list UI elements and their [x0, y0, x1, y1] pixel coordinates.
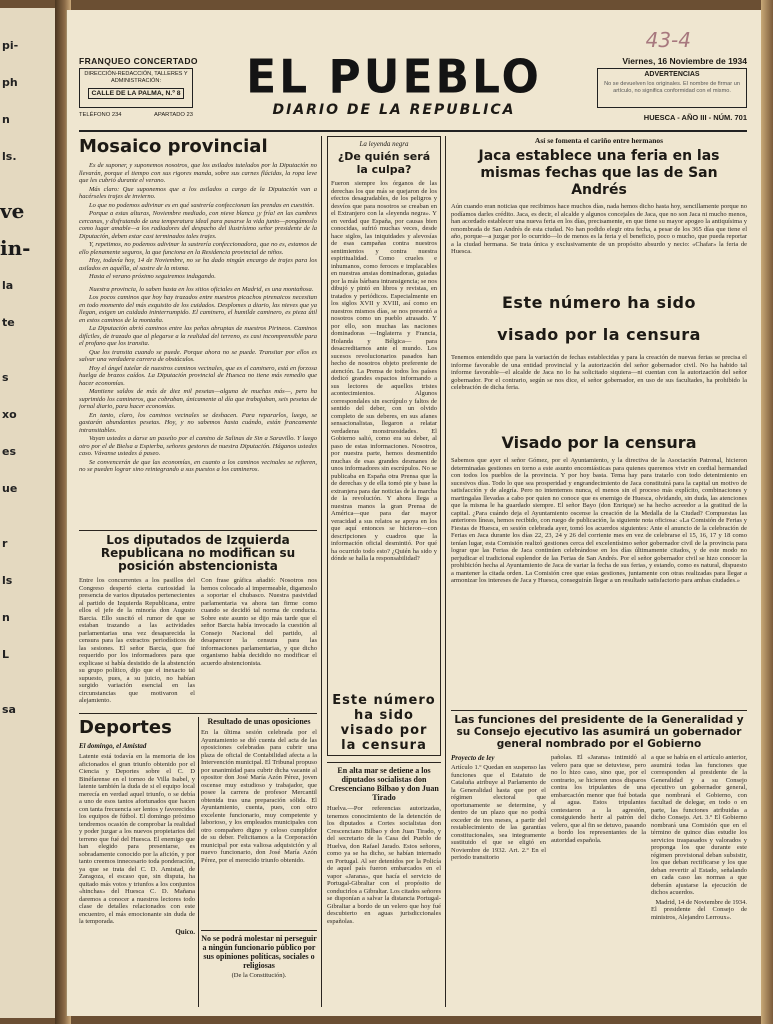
newspaper-title: EL PUEBLO	[246, 50, 542, 105]
generalidad-headline: Las funciones del presidente de la Generalidad y su Consejo ejecutivo las asumirá un gobernador general nombrado por el Gobierno	[454, 714, 744, 750]
censura2-headline: Visado por la censura	[501, 433, 697, 452]
jaca-kicker: Así se fomenta el cariño entre hermanos	[534, 136, 664, 145]
book-fore-edge	[761, 0, 773, 1024]
advertencias-text: No se devuelven los originales. El nombre de firmar un artículo, no significa conformidad con el mismo.	[604, 81, 740, 94]
col-rule-a	[198, 717, 199, 1007]
issue-number: HUESCA - AÑO III - NÚM. 701	[643, 113, 747, 122]
resultado-source: (De la Constitución).	[231, 972, 287, 979]
generalidad-col1: Artículo 1.º Quedan en suspenso las funciones que el Estatuto de Cataluña atribuye al Parlamento de la Generalidad hasta que por el régimen electoral que oportunamente se determine, y dentro de un plazo que no podrá exceder de tres meses, a partir del restablecimiento de las garantías constitucionales, sea integramente sustituido el que se eligió en Noviembre de 1932. Art. 2.º En el periodo transitorio	[451, 764, 546, 861]
generalidad-col3: a que se había en el artículo anterior, asumirá todas las funciones que corresponden al presidente de la Generalidad y a su Consejo ejecutivo un gobernador general, que nombrará el Gobierno, con facultad de delegar, en todo o en parte, las funciones atribuidas a dicho Consejo. Art. 3.º El Gobierno nombrará una Comisión que en el término de quince días estudie los servicios traspasados y valorados y proponga los que durante este régimen provisional deban subsistir, los que deban rectificarse y los que deban revertir al Estado, señalando en cada caso las normas a que deberán ajustarse la ejecución de dichos acuerdos.	[651, 754, 747, 896]
deportes-subhead: El domingo, el Amistad	[79, 742, 147, 750]
deportes-body: Latente está todavía en la memoria de los aficionados el gran triunfo obtenido por el Ciencia y Deportes sobre el C. D Binéfarense en el torneo de Villa Isabel, y latente también la duda de si el equipo local merecía en verdad aquel triunfo, o se debía a uno de esos tantos afortunados que hacen con tanta frecuencia ser lentos y favorecidos los equipos de fútbol. El domingo próximo tendremos ocasión de comprobar la realidad y poder juzgar a los nuevos propietarios del terreno que fué del Huesca. El enemigo que han elegido para presentarse, es sobradamente conocido por la afición, y por tanto creemos innecesario toda ponderación, ya que se trata del C. D. Amistad, de Zaragoza, el escaso que, sin disputa, ha quitado más votos y triunfos a los conjuntos «hinchas» del Huesca C. D. Mañana daremos a conocer a nuestros lectores todo clase de detalles relacionados con este encuentro, el más emocionante sin duda de la temporada.	[79, 753, 195, 925]
mosaico-paragraph: Hasta el verano próximo seguiremos indagando.	[89, 273, 216, 280]
censura-notice-1	[451, 292, 747, 428]
diputados-headline: Los diputados de Izquierda Republicana no modifican su posición abstencionista	[100, 534, 296, 573]
previous-page-fragment: la	[2, 279, 14, 292]
previous-page-fragment: sa	[2, 703, 16, 716]
rule-3	[327, 762, 441, 763]
socialistas-article	[327, 766, 441, 1007]
previous-page-fragment: te	[2, 316, 15, 329]
generalidad-kicker: Proyecto de ley	[451, 754, 495, 762]
diputados-col1: Entre los concurrentes a los pasillos del Congreso despertó cierta curiosidad la presencia de varios diputados pertenecientes al partido de Izquierda Republicana, entre ellos el jefe de la minoría don Augusto Barcia. Ello suscitó el rumor de que se estaban trazando a las actividades parlamentarias una vez desaparecida la censura para las extractos periodísticos de las sesiones. El señor Barcia, que fué requerido por los informadores para que explicase si había desistido de la abstención su grupo político, dijo que el inexacto tal supuesto, pues, a su juicio, no habían surgido variación esencial en las circunstancias que motivaron el alejamiento.	[79, 577, 195, 704]
previous-page-fragment: in-	[0, 236, 31, 260]
mosaico-headline: Mosaico provincial	[79, 136, 268, 157]
mosaico-paragraph: Hoy el ángel tutelar de nuestros caminos vecinales, que es el caminero, está en forzosa huelga de brazos caídos. La Diputación provincial de Huesca no tiene más remedio que hacer economías.	[79, 364, 317, 387]
mosaico-paragraph: Hoy, todavía hoy, 14 de Noviembre, no se ha dado ningún encargo de trajes para los asilados en aquélla, al sastre de la misma.	[79, 257, 317, 272]
previous-page-fragment: ph	[2, 76, 18, 89]
mosaico-paragraph: Mantiene saldos de más de diez mil pesetas—alguna de muchas más—, pero ha suprimido los camineros, que cobraban, únicamente al día que trabajaban, seis pesetas de jornal diario, para hacer economías.	[79, 388, 317, 410]
resultado-boxed-quote: No se podrá molestar ni perseguir a ningún funcionario público por sus opiniones políticas, sociales o religiosas	[201, 930, 317, 970]
apartado: APARTADO 23	[154, 112, 193, 118]
generalidad-col2: pañolas. El «Jarana» intimidó al velero para que se detuviese, pero no lo hizo caso, sino que, por el contrario, se hicieron unos disparos contra los tripulantes de una embarcación menor que fué botada al agua. Estos tripulantes contestaron a la agresión, consiguiendo herir al patrón del velero, que al fin se detuvo, pasando a bordo los representantes de la autoridad española.	[551, 754, 646, 844]
leyenda-kicker: La leyenda negra	[359, 140, 409, 148]
socialistas-body: Huelva.—Por referencias autorizadas, tenemos conocimiento de la detención de los diputados a Cortes socialistas don Crescenciano Bilbao y don Juan Tirado, y del secretario de la Casa del Pueblo de Huelva, don Rafael Jarado. Estos señores, como ya se ha dicho, se habían internado en Portugal. Al ser detenidos por la Policía de aquel país fueron embarcados en el vapor «Jarana», que hacía el servicio de Portugal-Gibraltar con el propósito de conducirlos a Gibraltar. Los citados señores se disponían a salvar la distancia Portugal-Gibraltar a bordo de un velero que hoy fué descubierto en aguas jurisdiccionales españolas.	[327, 805, 441, 925]
censura1-body: Tenemos entendido que para la variación de fechas establecidas y para la creación de nuevas ferias se precisa el informe favorable de una entidad provincial y la autorización del señor gobernador civil. No ha habido tal informe favorable—el alcalde de Jaca no lo ha solicitado siquiera—ni cuentan con la autorización del señor gobernador. Por el contrario, según se nos dice, el señor gobernador, en uso de sus facultades, ha prohibido la celebración de dicha feria.	[451, 354, 747, 391]
resultado-headline: Resultado de unas oposiciones	[207, 717, 311, 726]
previous-page-fragment: es	[2, 445, 17, 458]
masthead-rule	[79, 130, 747, 132]
mosaico-paragraph: Vayan ustedes a darse un paseíto por el camino de Salinas de Sin a Saravillo. Y luego otro por el de Bielsa a Espierba, señores gestores de nuestra Diputación. Háganos ustedes caso. Vávanse ustedes á paseo.	[79, 435, 317, 457]
mosaico-paragraph: Lo que no podemos adivinar es en qué sastrería confeccionan las prendas en cuestión.	[89, 201, 315, 209]
handwritten-note: 43-4	[645, 28, 691, 52]
censura2-body: Sabemos que ayer el señor Gómez, por el Ayuntamiento, y la directiva de la Asociación Patronal, hicieron determinadas gestiones en torno a este asunto encomiásticas para quienes queremos vivir en cordial hermandad con todos los pueblos de la provincia. Y por hoy basta. Tema hay para tratarlo con todo detenimiento en sucesivos días. Todo lo que sea prosperidad y engrandecimiento de Jaca constituirá para la capital un motivo de satisfacción y de alegría. Pero no intentemos nunca, el menos sin el proceso más explícito, combinaciones y martingalas llevadas a cabo por quien no conoce que es enemigo de Huesca, olvidando, sin duda, las atenciones que la misma le ha guardado siempre. El señor Bayo (don Enrique) se ha hecho acreedor a la gratitud de la capital. ¿Para cuándo deja el Ayuntamiento oscense la creación de la Medalla de la Ciudad? Compuestas las anteriores líneas, hemos recibido, con ruego de publicación, la siguiente nota oficiosa: «La Comisión de Ferias y Fiestas de Huesca, en sesión celebrada ayer, tomó los acuerdos siguientes: Ante el anuncio de la celebración de Ferias en Jaca durante los días 22, 23, 24 y 26 del corriente mes en vez de celebrarse el 15, 16, 17 y 18 como tenían lugar, esta Comisión realizó gestiones cerca del excelentísimo señor gobernador civil de la provincia para lograr que las Ferias de Jaca continúen celebrándose en los días últimamente citados, y de este modo no perjudicar el tradicional esplendor de las Ferias de San Andrés. Por el señor gobernador civil se hizo conocer la prohibición hecha al Ayuntamiento de Jaca de variar la fecha de sus ferias, y estando, como es natural, dispuesto a mantener la citada orden. La Comisión cree que estas gestiones, juntamente con otras realizadas para llegar a armonizar los intereses de Jaca y Huesca, conseguirán llegar a un resultado satisfactorio para ambas ciudades.»	[451, 457, 747, 584]
admin-box	[79, 68, 193, 108]
franqueo-label: FRANQUEO CONCERTADO	[79, 56, 198, 66]
mosaico-paragraph: Se convencerán de que las economías, en cuanto a los caminos vecinales se refieren, no se pueden lograr sino reintegrando a sus puestos a los camineros.	[79, 458, 317, 473]
generalidad-signature: El presidente del Consejo de ministros, Alejandro Lerroux».	[651, 906, 747, 921]
deportes-article	[79, 717, 195, 1007]
rule-4	[451, 710, 747, 711]
rule-2	[79, 713, 317, 714]
mosaico-paragraph: Y, repetimos, no podemos adivinar la sastrería confeccionadora, que no es, estamos de ello plenamente seguros, la que funciona en la Residencia provincial de niños.	[79, 241, 317, 256]
deportes-headline: Deportes	[79, 717, 172, 738]
mosaico-paragraph: Que los transita cuando se puede. Porque ahora no se puede. Transitar por ellos es salvar una verdadera carrera de obstáculos.	[79, 348, 317, 363]
mosaico-paragraph: Los pocos caminos que hoy hay trazados entre nuestros picachos pirenaicos necesitan en todo momento del más exquisito de los cuidados. Desplomes a diario, las nieves que ya llegan, exigen un cuidado ininterrumpido. El caminero, el humilde caminero, es pieza útil en estos caminos de la montaña.	[79, 294, 317, 324]
newspaper-page	[66, 10, 761, 1016]
col-rule-b	[321, 136, 322, 1007]
mosaico-body	[79, 162, 317, 474]
previous-page-fragments	[0, 38, 57, 717]
rule-1	[79, 530, 317, 531]
previous-page-fragment: n	[2, 611, 10, 624]
address: CALLE DE LA PALMA, N.º 8	[88, 88, 184, 99]
censura-line-1: Este número ha sido	[502, 293, 696, 312]
deportes-signature: Quico.	[175, 927, 195, 936]
resultado-body: En la última sesión celebrada por el Ayuntamiento se dió cuenta del acta de las oposiciones celebradas para cubrir una plaza de oficial de Contabilidad afecta a la Intervención municipal. El Tribunal propuso por unanimidad para cubrir dicha vacante al opositor don José María Azón Pérez, joven oscense muy estudioso y trabajador, que posee la carrera de profesor Mercantil obtenida tras una preparación sólida. El Ayuntamiento, cuenta, pues, con otro excelente funcionario, muy competente y laborioso, y los empleados municipales con otro compañero digno y celoso cumplidor de su deber. Felicitamos a la Corporación municipal por esta valiosa adquisición y al nuevo funcionario, don José María Azón Pérez, por el merecido triunfo obtenido.	[201, 729, 317, 864]
mosaico-paragraph: Más claro: Que suponemos que a los asilados a cargo de la Diputación van a hacérseles trajes de invierno.	[79, 185, 317, 200]
previous-page-fragment: ls	[2, 574, 13, 587]
jaca-article	[451, 136, 747, 286]
mosaico-paragraph: Es de suponer, y suponemos nosotros, que los asilados tutelados por la Diputación no llevarán, porque el tiempo con sus rigores manda, sobre sus carnes flácidas, la ropa leve que les cubrió durante el verano.	[79, 162, 317, 184]
generalidad-article	[451, 714, 747, 1007]
diputados-article	[79, 534, 317, 710]
diputados-col2: Con frase gráfica añadió: Nosotros nos hemos colocado al impermeable, digamoslo a soportar el chubasco. Nuestra pasividad parlamentaria va ahora tan firme como cuando se decidió tal norma de conducta. Sobre este asunto se dijo más tarde que el señor Barcia había invocado la cuestión al Consejo Nacional del partido, al desaparecer la censura para las informaciones parlamentarias, y que dicho organismo había decidido no modificar el acuerdo abstencionista.	[201, 577, 317, 667]
previous-page-fragment: s	[2, 371, 9, 384]
advertencias-box	[597, 68, 747, 108]
previous-page-edge	[0, 8, 58, 1018]
previous-page-fragment: n	[2, 113, 10, 126]
leyenda-article	[327, 136, 441, 756]
previous-page-fragment: ls.	[2, 150, 17, 163]
jaca-headline: Jaca establece una feria en las mismas fechas que las de San Andrés	[478, 148, 720, 198]
phone-line	[79, 112, 193, 118]
censura-line-2: visado por la censura	[497, 325, 701, 344]
admin-label: DIRECCIÓN-REDACCIÓN, TALLERES Y ADMINISTRACIÓN:	[84, 71, 188, 84]
previous-page-fragment: pi-	[2, 39, 19, 52]
newspaper-subtitle: DIARIO DE LA REPUBLICA	[272, 102, 516, 118]
leyenda-censura-box: Este número ha sido visado por la censura	[332, 693, 436, 753]
mosaico-paragraph: Nuestra provincia, lo saben hasta en los sitios oficiales en Madrid, es una montañosa.	[89, 285, 314, 293]
previous-page-fragment: L	[2, 648, 10, 661]
resultado-article	[201, 717, 317, 1007]
mosaico-paragraph: Porque a estas alturas, Noviembre mediado, con nieve blanca ¡y fría! en las cumbres cercanas, y disfrutando de una temperatura ideal para pasarse la vida junto—pongámoslo como lugar amable—a los radiadores del despacho del ilustrísimo señor presidente de la Diputación, deben estar casi terminados tales trajes.	[79, 210, 317, 240]
mosaico-article	[79, 136, 317, 528]
leyenda-headline: ¿De quién será la culpa?	[337, 150, 431, 176]
previous-page-fragment: xo	[2, 408, 17, 421]
masthead	[79, 50, 747, 128]
mosaico-paragraph: La Diputación abrió caminos entre las peñas abruptas de nuestros Pirineos. Caminos difíciles, de trazado que al plegarse a la realidad del terreno, es casi incomprensible para el profano que los transita.	[79, 325, 317, 347]
telefono: TELÉFONO 234	[79, 112, 122, 118]
socialistas-headline: En alta mar se detiene a los diputados socialistas don Crescenciano Bilbao y don Juan Tirado	[329, 766, 439, 802]
col-rule-c	[445, 136, 446, 1007]
mosaico-paragraph: En tanto, claro, los caminos vecinales se deshacen. Para repararlos, luego, se gastarán abundantes pesetas. Hoy, y no sabemos hasta cuándo, están francamente intransitables.	[79, 411, 317, 434]
jaca-body: Aún cuando eran noticias que recibimos hace muchos días, nada hemos dicho hasta hoy, sencillamente porque no podíamos darles crédito. Jaca, es decir, el alcalde y algunos concejales de Jaca, que no son Jaca ni mucho menos, han acordado establecer una nueva feria en los días, precisamente, en que tiene su mayor apogeo la antiquísima y renombrada de San Andrés de esta ciudad. No han podido elegir otra fecha, a pesar de los 365 días que tiene el año, porque—a juzgar por lo ocurrido—lo de menos es la feria y el beneficio, poco o mucho, que pueda reportar a la ciudad hermana. Se trata única y exclusivamente de un propósito absurdo y necio: «Chafar» la feria de Huesca.	[451, 203, 747, 255]
previous-page-fragment: ue	[2, 482, 18, 495]
previous-page-fragment: ve	[0, 199, 25, 223]
leyenda-body: Fueron siempre los órganos de las derechas los que más se quejaron de los efectos desagradables, de los peligros y desvíos que para nosotros se creaban en el Extranjero con la «leyenda negra». Y en verdad que España, por causas bien conocidas, sufrió muchas veces, desde hace siglos, las iniquidades y alevosías de esas campañas contra nuestros sentimientos y contra nuestra espiritualidad. Como crueles e inhumanos, como feroces e implacables en nuestras ansias dominadoras, guiadas por la más bárbara intransigencia; se nos dibujó y pintó en libros y revistas, en tratados y periódicos. Especialmente en los siglos XVII y XVIII, así como en nuestros mismos días, se nos presentó a nosotros como un pueblo atrasado. Y por ello, son muchas las naciones dominadoras —Inglaterra y Francia, Holanda y Bélgica— para desacreditarnos ante el mundo. Los sucesos revolucionarios pasados han hecho de nosotros objeto preferente de atención. La Prensa de todos los países dedicó grandes espacios informando a sus lectores de aquellos tristes acontecimientos. Algunos correspondales sin escrúpulo y faltos de sentido del deber, con un olvido completo de sus deberes, en sus afanes sensacionalistas, llegaron a relatar verdaderas monstruosidades. El Gobierno salió, como era su deber, al paso de estas informaciones. Nosotros, por nuestra parte, hemos desmentido muchas de esas grandes desmanes de unos informadores sin escrúpulos. No se publicaba en España otra Prensa que la de derechas y de ella tomó pie y base la extranjera para dar noticias de la marcha de la revolución. Y ahora llega a nuestras manos la gran Prensa de América—que para dar mayor veracidad a sus relatos se apoya en los que aquí entonces se hicieron—con descripciones y cuadros que la información oficial desmintió. Por qué ha ocurrido todo esto? ¿Quién ha sido y dónde se halla la responsabilidad?	[331, 180, 437, 562]
generalidad-dateline: Madrid, 14 de Noviembre de 1934.	[655, 898, 747, 906]
issue-date: Viernes, 16 Noviembre de 1934	[622, 56, 747, 66]
censura-notice-2	[451, 432, 747, 706]
previous-page-fragment: r	[2, 537, 8, 550]
advertencias-title: ADVERTENCIAS	[644, 71, 700, 78]
